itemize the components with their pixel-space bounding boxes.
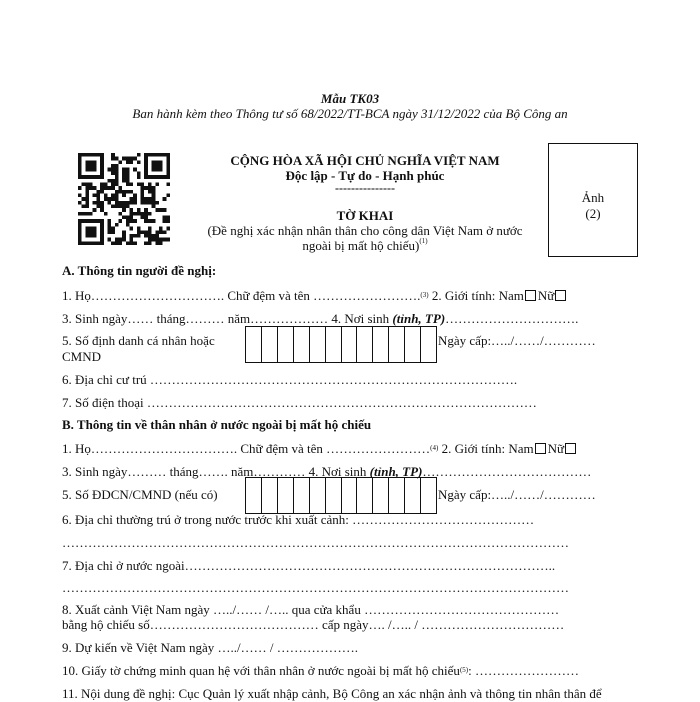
a-birthplace-field: ………………………….	[445, 311, 579, 326]
section-a-title: A. Thông tin người đề nghị:	[62, 263, 217, 278]
photo-box	[548, 143, 638, 257]
b-return-line[interactable]: 9. Dự kiến về Việt Nam ngày …../…… / ……………….	[62, 640, 358, 655]
b-foreign-address-cont[interactable]: ………………………………………………………………………………………………………	[62, 580, 569, 595]
form-title: TỜ KHAI	[336, 208, 394, 223]
note-4: (4)	[430, 444, 439, 452]
qr-code	[78, 153, 170, 245]
a-name-field[interactable]: 1. Họ…………………………. Chữ đệm và tên …………………….	[62, 288, 421, 303]
a-male-checkbox[interactable]	[525, 290, 536, 301]
b-name-gender-line	[62, 441, 578, 457]
b-relation-doc-field: : ……………………	[468, 663, 579, 678]
a-birth-line[interactable]	[62, 311, 578, 327]
b-foreign-address-line[interactable]: 7. Địa chỉ ở nước ngoài…………………………………………………………………………..	[62, 558, 556, 573]
note-3: (3)	[420, 291, 429, 299]
form-code: Mẫu TK03	[320, 91, 380, 106]
photo-label: Ảnh	[581, 190, 605, 205]
b-relation-doc-label: 10. Giấy tờ chứng minh quan hệ với thân nhân ở nước ngoài bị mất hộ chiếu	[62, 663, 460, 678]
b-gender-label: 2. Giới tính: Nam	[438, 441, 534, 456]
a-name-gender-line	[62, 288, 568, 304]
a-id-number-boxes[interactable]	[245, 326, 437, 363]
a-id-issue-date[interactable]: Ngày cấp:…../……/…………	[438, 333, 596, 348]
a-address-line[interactable]: 6. Địa chỉ cư trú ………………………………………………………………………….	[62, 372, 518, 387]
b-id-label: 5. Số ĐDCN/CMND (nếu có)	[62, 487, 218, 502]
b-relation-doc-line[interactable]	[62, 663, 579, 679]
a-female-checkbox[interactable]	[555, 290, 566, 301]
photo-note: (2)	[585, 206, 601, 221]
b-female-label: Nữ	[547, 441, 565, 456]
b-id-number-boxes[interactable]	[245, 477, 437, 514]
b-male-checkbox[interactable]	[535, 443, 546, 454]
motto: Độc lập - Tự do - Hạnh phúc	[285, 168, 445, 183]
motto-divider: ---------------	[335, 181, 395, 195]
a-id-label-1: 5. Số định danh cá nhân hoặc	[62, 333, 215, 348]
form-subtitle-2-text: ngoài bị mất hộ chiếu)	[302, 238, 420, 253]
b-name-field[interactable]: 1. Họ……………………………. Chữ đệm và tên ……………………	[62, 441, 431, 456]
b-domestic-address-line[interactable]: 6. Địa chỉ thường trú ở trong nước trước khi xuất cảnh: ……………………………………	[62, 512, 535, 527]
section-b-title: B. Thông tin về thân nhân ở nước ngoài bị mất hộ chiếu	[62, 417, 372, 432]
a-phone-line[interactable]: 7. Số điện thoại ………………………………………………………………………………	[62, 395, 537, 410]
b-id-issue-date[interactable]: Ngày cấp:…../……/…………	[438, 487, 596, 502]
a-gender-label: 2. Giới tính: Nam	[428, 288, 524, 303]
form-subtitle-2	[180, 238, 550, 254]
b-domestic-address-cont[interactable]: ………………………………………………………………………………………………………	[62, 535, 569, 550]
b-birthplace-hint: (tỉnh, TP)	[369, 464, 423, 479]
issued-by: Ban hành kèm theo Thông tư số 68/2022/TT-BCA ngày 31/12/2022 của Bộ Công an	[132, 106, 568, 121]
b-request-line: 11. Nội dung đề nghị: Cục Quản lý xuất nhập cảnh, Bộ Công an xác nhận ảnh và thông tin nhân thân để	[62, 686, 602, 701]
note-1: (1)	[419, 237, 428, 245]
a-id-label-2: CMND	[62, 349, 102, 364]
a-birth-date: 3. Sinh ngày…… tháng……… năm……………… 4. Nơi sinh	[62, 311, 393, 326]
b-exit-line[interactable]: 8. Xuất cảnh Việt Nam ngày …../…… /….. qua cửa khẩu ………………………………………	[62, 602, 560, 617]
a-female-label: Nữ	[537, 288, 555, 303]
b-birth-date: 3. Sinh ngày……… tháng……. năm………… 4. Nơi sinh	[62, 464, 370, 479]
country-name: CỘNG HÒA XÃ HỘI CHỦ NGHĨA VIỆT NAM	[230, 153, 500, 168]
b-female-checkbox[interactable]	[565, 443, 576, 454]
note-5: (5)	[459, 666, 469, 674]
b-passport-line[interactable]: bằng hộ chiếu số………………………………… cấp ngày…. /….. / ……………………………	[62, 617, 565, 632]
form-subtitle-1: (Đề nghị xác nhận nhân thân cho công dân Việt Nam ở nước	[207, 223, 523, 238]
b-birthplace-field: …………………………………	[422, 464, 592, 479]
a-birthplace-hint: (tỉnh, TP)	[392, 311, 446, 326]
